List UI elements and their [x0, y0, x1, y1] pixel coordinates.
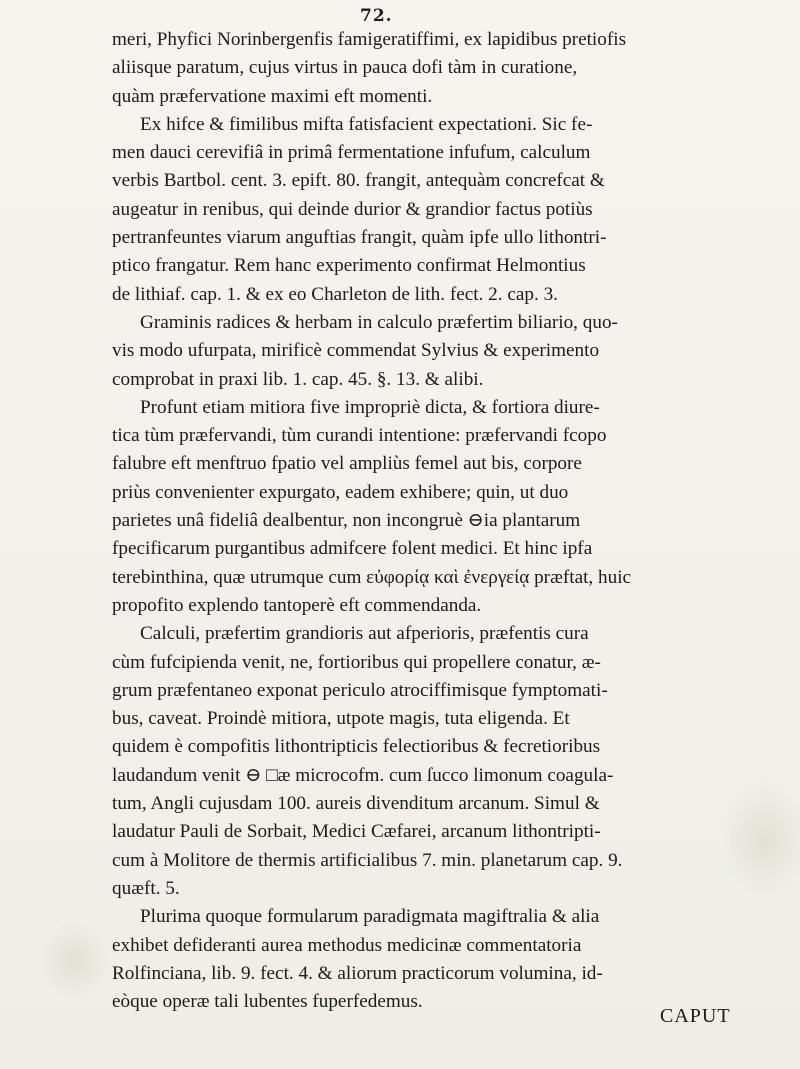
catchword: CAPUT: [660, 1005, 731, 1027]
text-line: propofito explendo tantoperè eft commendanda.: [112, 594, 482, 616]
text-line: Rolfinciana, lib. 9. fect. 4. & aliorum practicorum volumina, id-: [112, 962, 603, 984]
text-line: quæft. 5.: [112, 877, 180, 899]
text-line: fpecificarum purgantibus admifcere folent medici. Et hinc ipfa: [112, 538, 593, 560]
text-line: pertranfeuntes viarum anguftias frangit, quàm ipfe ullo lithontri-: [112, 227, 607, 249]
text-line: quidem è compofitis lithontripticis felectioribus & fecretioribus: [112, 736, 601, 758]
text-line: cum à Molitore de thermis artificialibus 7. min. planetarum cap. 9.: [112, 849, 623, 871]
page-number: 72.: [360, 6, 393, 26]
text-line: meri, Phyfici Norinbergenfis famigeratiffimi, ex lapidibus pretiofis: [112, 29, 627, 50]
text-line: laudatur Pauli de Sorbait, Medici Cæfarei, arcanum lithontripti-: [112, 821, 601, 843]
paper-stain: [40, 920, 110, 1000]
text-line: men dauci cerevifiâ in primâ fermentatione infufum, calculum: [112, 142, 591, 164]
text-line: laudandum venit ⊖ □æ microcofm. cum ſucco limonum coagula-: [112, 764, 614, 786]
text-line: eòque operæ tali lubentes fuperfedemus.: [112, 991, 423, 1013]
text-line: Profunt etiam mitiora five impropriè dicta, & fortiora diure-: [140, 396, 600, 418]
text-line: parietes unâ fideliâ dealbentur, non incongruè ⊖ia plantarum: [112, 510, 581, 532]
text-line: tum, Angli cujusdam 100. aureis divenditum arcanum. Simul &: [112, 793, 600, 815]
text-line: quàm præfervatione maximi eft momenti.: [112, 85, 433, 107]
text-line: tica tùm præfervandi, tùm curandi intentione: præfervandi fcopo: [112, 425, 607, 447]
text-line: falubre eft menftruo fpatio vel ampliùs femel aut bis, corpore: [112, 453, 582, 475]
text-line: grum præfentaneo exponat periculo atrociffimisque fymptomati-: [112, 679, 608, 701]
text-line: aliisque paratum, cujus virtus in pauca dofi tàm in curatione,: [112, 57, 578, 79]
text-line: exhibet defideranti aurea methodus medicinæ commentatoria: [112, 934, 582, 956]
text-line: Ex hifce & fimilibus mifta fatisfacient expectationi. Sic fe-: [140, 113, 593, 135]
text-line: cùm fufcipienda venit, ne, fortioribus qui propellere conatur, æ-: [112, 651, 601, 673]
text-line: comprobat in praxi lib. 1. cap. 45. §. 13. & alibi.: [112, 368, 484, 390]
text-line: Calculi, præfertim grandioris aut afperioris, præfentis cura: [140, 623, 589, 645]
text-line: priùs convenienter expurgato, eadem exhibere; quin, ut duo: [112, 481, 569, 503]
body-text: [112, 26, 742, 1016]
text-line: Graminis radices & herbam in calculo præfertim biliario, quo-: [140, 311, 618, 333]
text-line: ptico frangatur. Rem hanc experimento confirmat Helmontius: [112, 255, 586, 277]
text-line: augeatur in renibus, qui deinde durior & grandior factus potiùs: [112, 198, 593, 220]
text-line: terebinthina, quæ utrumque cum εὐφορίᾳ καὶ ἐνεργείᾳ præftat, huic: [112, 566, 632, 588]
text-line: verbis Bartbol. cent. 3. epift. 80. frangit, antequàm concrefcat &: [112, 170, 605, 192]
text-line: vis modo ufurpata, mirificè commendat Sylvius & experimento: [112, 340, 600, 362]
text-line: Plurima quoque formularum paradigmata magiftralia & alia: [140, 906, 600, 928]
text-line: de lithiaf. cap. 1. & ex eo Charleton de lith. fect. 2. cap. 3.: [112, 283, 558, 305]
text-line: bus, caveat. Proindè mitiora, utpote magis, tuta eligenda. Et: [112, 708, 570, 730]
